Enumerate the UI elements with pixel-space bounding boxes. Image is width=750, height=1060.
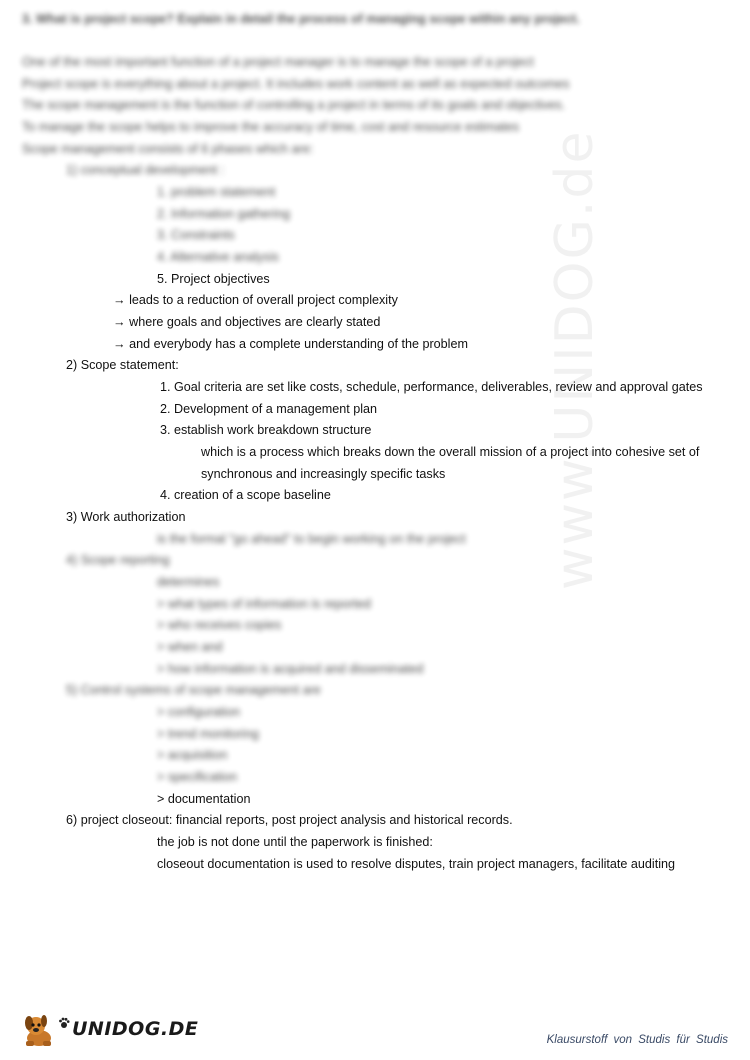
phase2-item: 4. creation of a scope baseline xyxy=(160,488,331,502)
intro-line-5: Scope management consists of 6 phases which are: xyxy=(22,142,314,156)
phase5-item: > specification xyxy=(157,770,238,784)
phase4-heading: 4) Scope reporting xyxy=(66,553,170,567)
phase4-line: > what types of information is reported xyxy=(157,597,371,611)
arrow-text: leads to a reduction of overall project complexity xyxy=(129,293,398,307)
logo-text: UNIDOG.DE xyxy=(72,1018,199,1041)
phase4-line: > when and xyxy=(157,640,223,654)
intro-line-2: Project scope is everything about a project. It includes work content as well as expected outcomes xyxy=(22,77,570,91)
document-title: 3. What is project scope? Explain in detail the process of managing scope within any project. xyxy=(22,12,580,26)
phase3-detail: is the formal "go ahead" to begin working on the project xyxy=(157,532,466,546)
phase6-heading: 6) project closeout: financial reports, post project analysis and historical records. xyxy=(66,813,513,827)
phase1-item: 2. Information gathering xyxy=(157,207,291,221)
phase2-wbs-detail: which is a process which breaks down the overall mission of a project into cohesive set of xyxy=(201,445,700,459)
arrow-icon: → xyxy=(113,315,126,329)
phase2-heading: 2) Scope statement: xyxy=(66,358,179,372)
unidog-logo[interactable] xyxy=(20,1012,198,1048)
phase5-item: > configuration xyxy=(157,705,240,719)
arrow-icon: → xyxy=(113,337,126,351)
phase2-item: 3. establish work breakdown structure xyxy=(160,423,372,437)
phase1-item: 4. Alternative analysis xyxy=(157,250,279,264)
phase2-item: 1. Goal criteria are set like costs, schedule, performance, deliverables, review and approval gates xyxy=(160,380,703,394)
phase5-item: > acquisition xyxy=(157,748,228,762)
dog-mascot-icon xyxy=(20,1012,58,1048)
watermark: www.UNIDOG.de xyxy=(545,129,605,590)
phase4-line: determines xyxy=(157,575,220,589)
footer-tagline: Klausurstoff von Studis für Studis xyxy=(546,1034,728,1046)
phase2-wbs-detail: synchronous and increasingly specific tasks xyxy=(201,467,446,481)
arrow-text: and everybody has a complete understanding of the problem xyxy=(129,337,468,351)
arrow-bullet xyxy=(113,334,468,356)
phase5-item: > trend monitoring xyxy=(157,727,259,741)
phase1-item: 5. Project objectives xyxy=(157,272,270,286)
intro-line-1: One of the most important function of a project manager is to manage the scope of a project xyxy=(22,55,534,69)
arrow-bullet xyxy=(113,290,398,312)
phase6-line: closeout documentation is used to resolve disputes, train project managers, facilitate auditing xyxy=(157,857,676,871)
phase5-heading: 5) Control systems of scope management are xyxy=(66,683,321,697)
phase1-item: 3. Constraints xyxy=(157,228,235,242)
phase4-line: > how information is acquired and disseminated xyxy=(157,662,424,676)
intro-line-4: To manage the scope helps to improve the accuracy of time, cost and resource estimates xyxy=(22,120,520,134)
phase4-line: > who receives copies xyxy=(157,618,282,632)
phase3-heading: 3) Work authorization xyxy=(66,510,186,524)
intro-line-3: The scope management is the function of controlling a project in terms of its goals and objectives. xyxy=(22,98,566,112)
arrow-bullet xyxy=(113,312,380,334)
paw-icon xyxy=(58,1017,70,1029)
phase6-line: the job is not done until the paperwork is finished: xyxy=(157,835,433,849)
arrow-text: where goals and objectives are clearly stated xyxy=(129,315,381,329)
phase5-item: > documentation xyxy=(157,792,251,806)
phase1-item: 1. problem statement xyxy=(157,185,276,199)
arrow-icon: → xyxy=(113,293,126,307)
phase1-heading: 1) conceptual development : xyxy=(66,163,225,177)
phase2-item: 2. Development of a management plan xyxy=(160,402,378,416)
